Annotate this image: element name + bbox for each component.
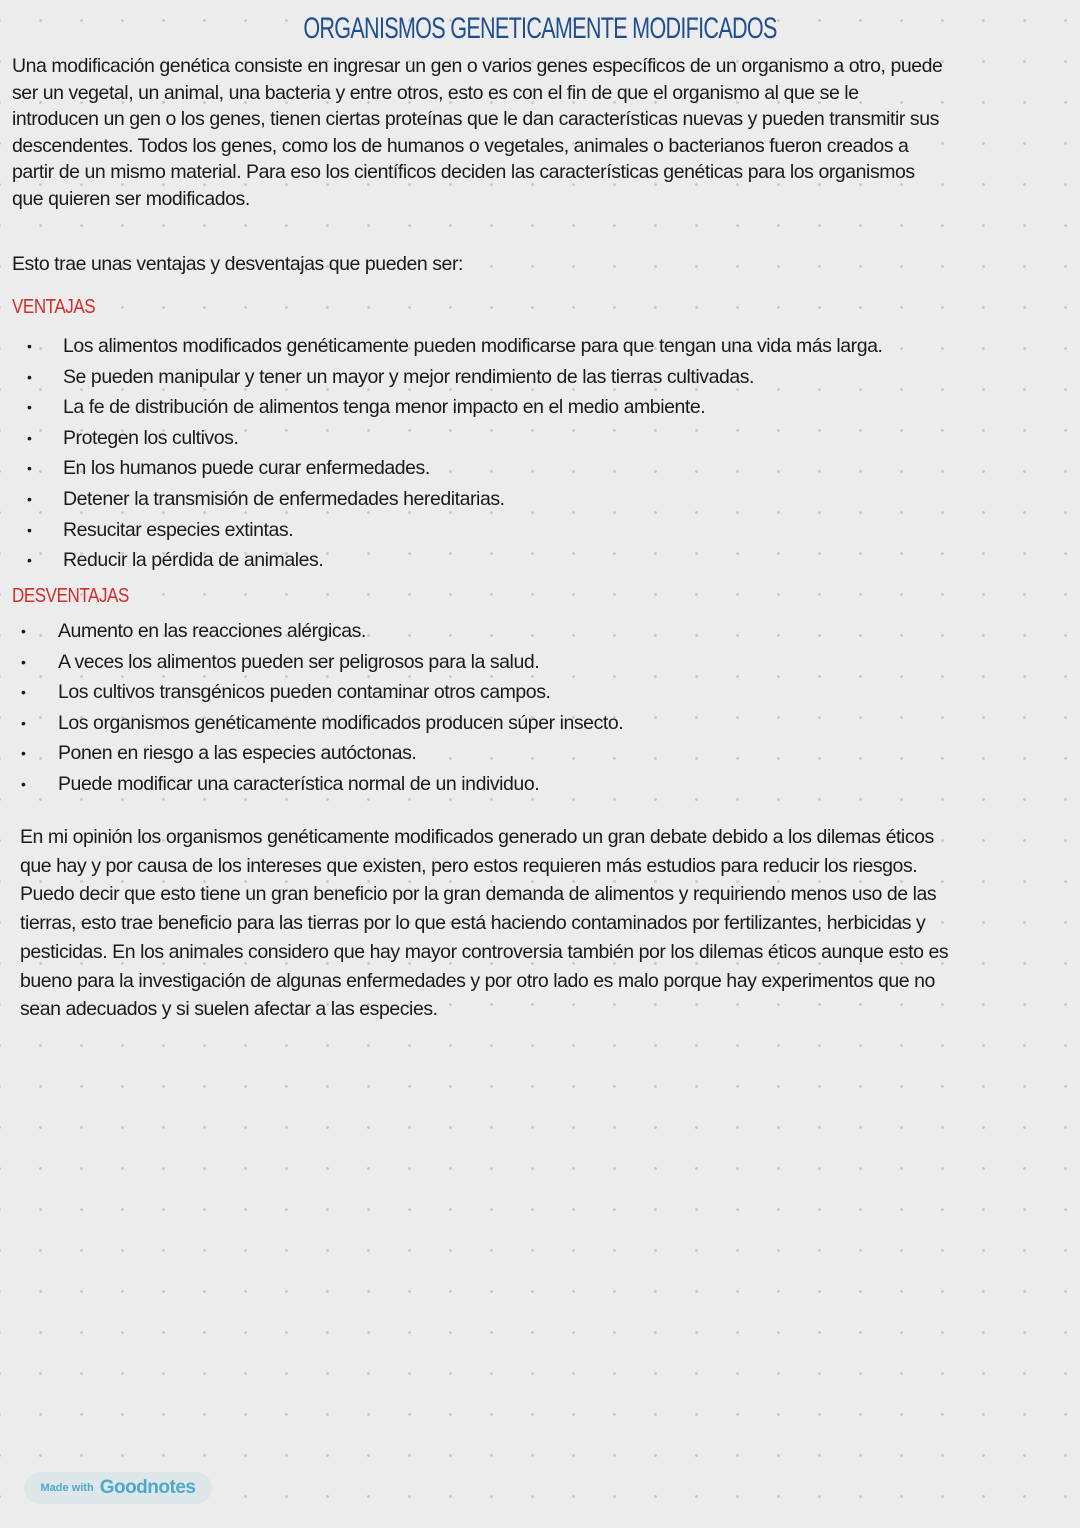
bullet-icon: • <box>27 460 32 477</box>
opinion-line: tierras, esto trae beneficio para las tierras por lo que está haciendo contaminados por fertilizantes, herbicidas y <box>20 912 926 935</box>
opinion-line: En mi opinión los organismos genéticamente modificados generado un gran debate debido a los dilemas éticos <box>20 826 934 848</box>
badge-brand: Goodnotes <box>99 1477 196 1498</box>
intro-line: que quieren ser modificados. <box>12 188 250 210</box>
desventaja-item: Los organismos genéticamente modificados producen súper insecto. <box>58 711 624 734</box>
desventaja-item: Los cultivos transgénicos pueden contaminar otros campos. <box>58 681 551 704</box>
intro-line: introducen un gen o los genes, tienen ciertas proteínas que le dan características nuevas y pueden transmitir sus <box>12 108 939 131</box>
bullet-icon: • <box>27 429 32 446</box>
intro-line: ser un vegetal, un animal, una bacteria y entre otros, esto es con el fin de que el organismo al que se le <box>12 81 859 104</box>
desventaja-item: Ponen en riesgo a las especies autóctonas. <box>58 742 417 765</box>
bullet-icon: • <box>21 714 26 731</box>
bullet-icon: • <box>27 491 32 507</box>
ventaja-item: Protegen los cultivos. <box>63 426 239 449</box>
badge-made-with: Made with <box>40 1482 94 1494</box>
ventaja-item: La fe de distribución de alimentos tenga menor impacto en el medio ambiente. <box>63 396 706 419</box>
intro-line: descendentes. Todos los genes, como los de humanos o vegetales, animales o bacterianos fueron creados a <box>12 134 909 157</box>
ventajas-heading: VENTAJAS <box>12 296 96 318</box>
opinion-line: pesticidas. En los animales considero que hay mayor controversia también por los dilemas éticos aunque esto es <box>20 940 949 963</box>
opinion-line: Puedo decir que esto tiene un gran beneficio por la gran demanda de alimentos y requiriendo menos uso de las <box>20 883 937 906</box>
intro-line: Una modificación genética consiste en ingresar un gen o varios genes específicos de un organismo a otro, puede <box>12 55 943 77</box>
ventaja-item: Los alimentos modificados genéticamente pueden modificarse para que tengan una vida más larga. <box>63 335 883 357</box>
bullet-icon: • <box>27 338 32 354</box>
opinion-line: sean adecuados y si suelen afectar a las especies. <box>20 998 438 1021</box>
desventaja-item: Aumento en las reacciones alérgicas. <box>58 620 366 642</box>
bullet-icon: • <box>21 745 26 762</box>
desventajas-heading: DESVENTAJAS <box>12 585 129 607</box>
ventaja-item: En los humanos puede curar enfermedades. <box>63 457 430 480</box>
lead-text: Esto trae unas ventajas y desventajas que pueden ser: <box>12 253 463 275</box>
bullet-icon: • <box>27 521 32 538</box>
bullet-icon: • <box>21 623 26 639</box>
opinion-line: bueno para la investigación de algunas enfermedades y por otro lado es malo porque hay experimentos que no <box>20 969 935 992</box>
bullet-icon: • <box>27 552 32 569</box>
intro-line: partir de un mismo material. Para eso los científicos deciden las características genéticas para los organismos <box>12 161 915 184</box>
ventaja-item: Se pueden manipular y tener un mayor y mejor rendimiento de las tierras cultivadas. <box>63 365 755 388</box>
desventaja-item: Puede modificar una característica normal de un individuo. <box>58 773 540 795</box>
goodnotes-badge <box>24 1472 212 1504</box>
bullet-icon: • <box>27 368 32 385</box>
page-title: ORGANISMOS GENETICAMENTE MODIFICADOS <box>303 12 777 45</box>
bullet-icon: • <box>27 399 32 416</box>
desventaja-item: A veces los alimentos pueden ser peligrosos para la salud. <box>58 650 540 673</box>
bullet-icon: • <box>21 653 26 670</box>
ventaja-item: Reducir la pérdida de animales. <box>63 549 324 572</box>
ventaja-item: Resucitar especies extintas. <box>63 518 294 541</box>
bullet-icon: • <box>21 684 26 701</box>
opinion-line: que hay y por causa de los intereses que existen, pero estos requieren más estudios para reducir los riesgos. <box>20 854 918 877</box>
bullet-icon: • <box>21 776 26 792</box>
ventaja-item: Detener la transmisión de enfermedades hereditarias. <box>63 488 505 510</box>
